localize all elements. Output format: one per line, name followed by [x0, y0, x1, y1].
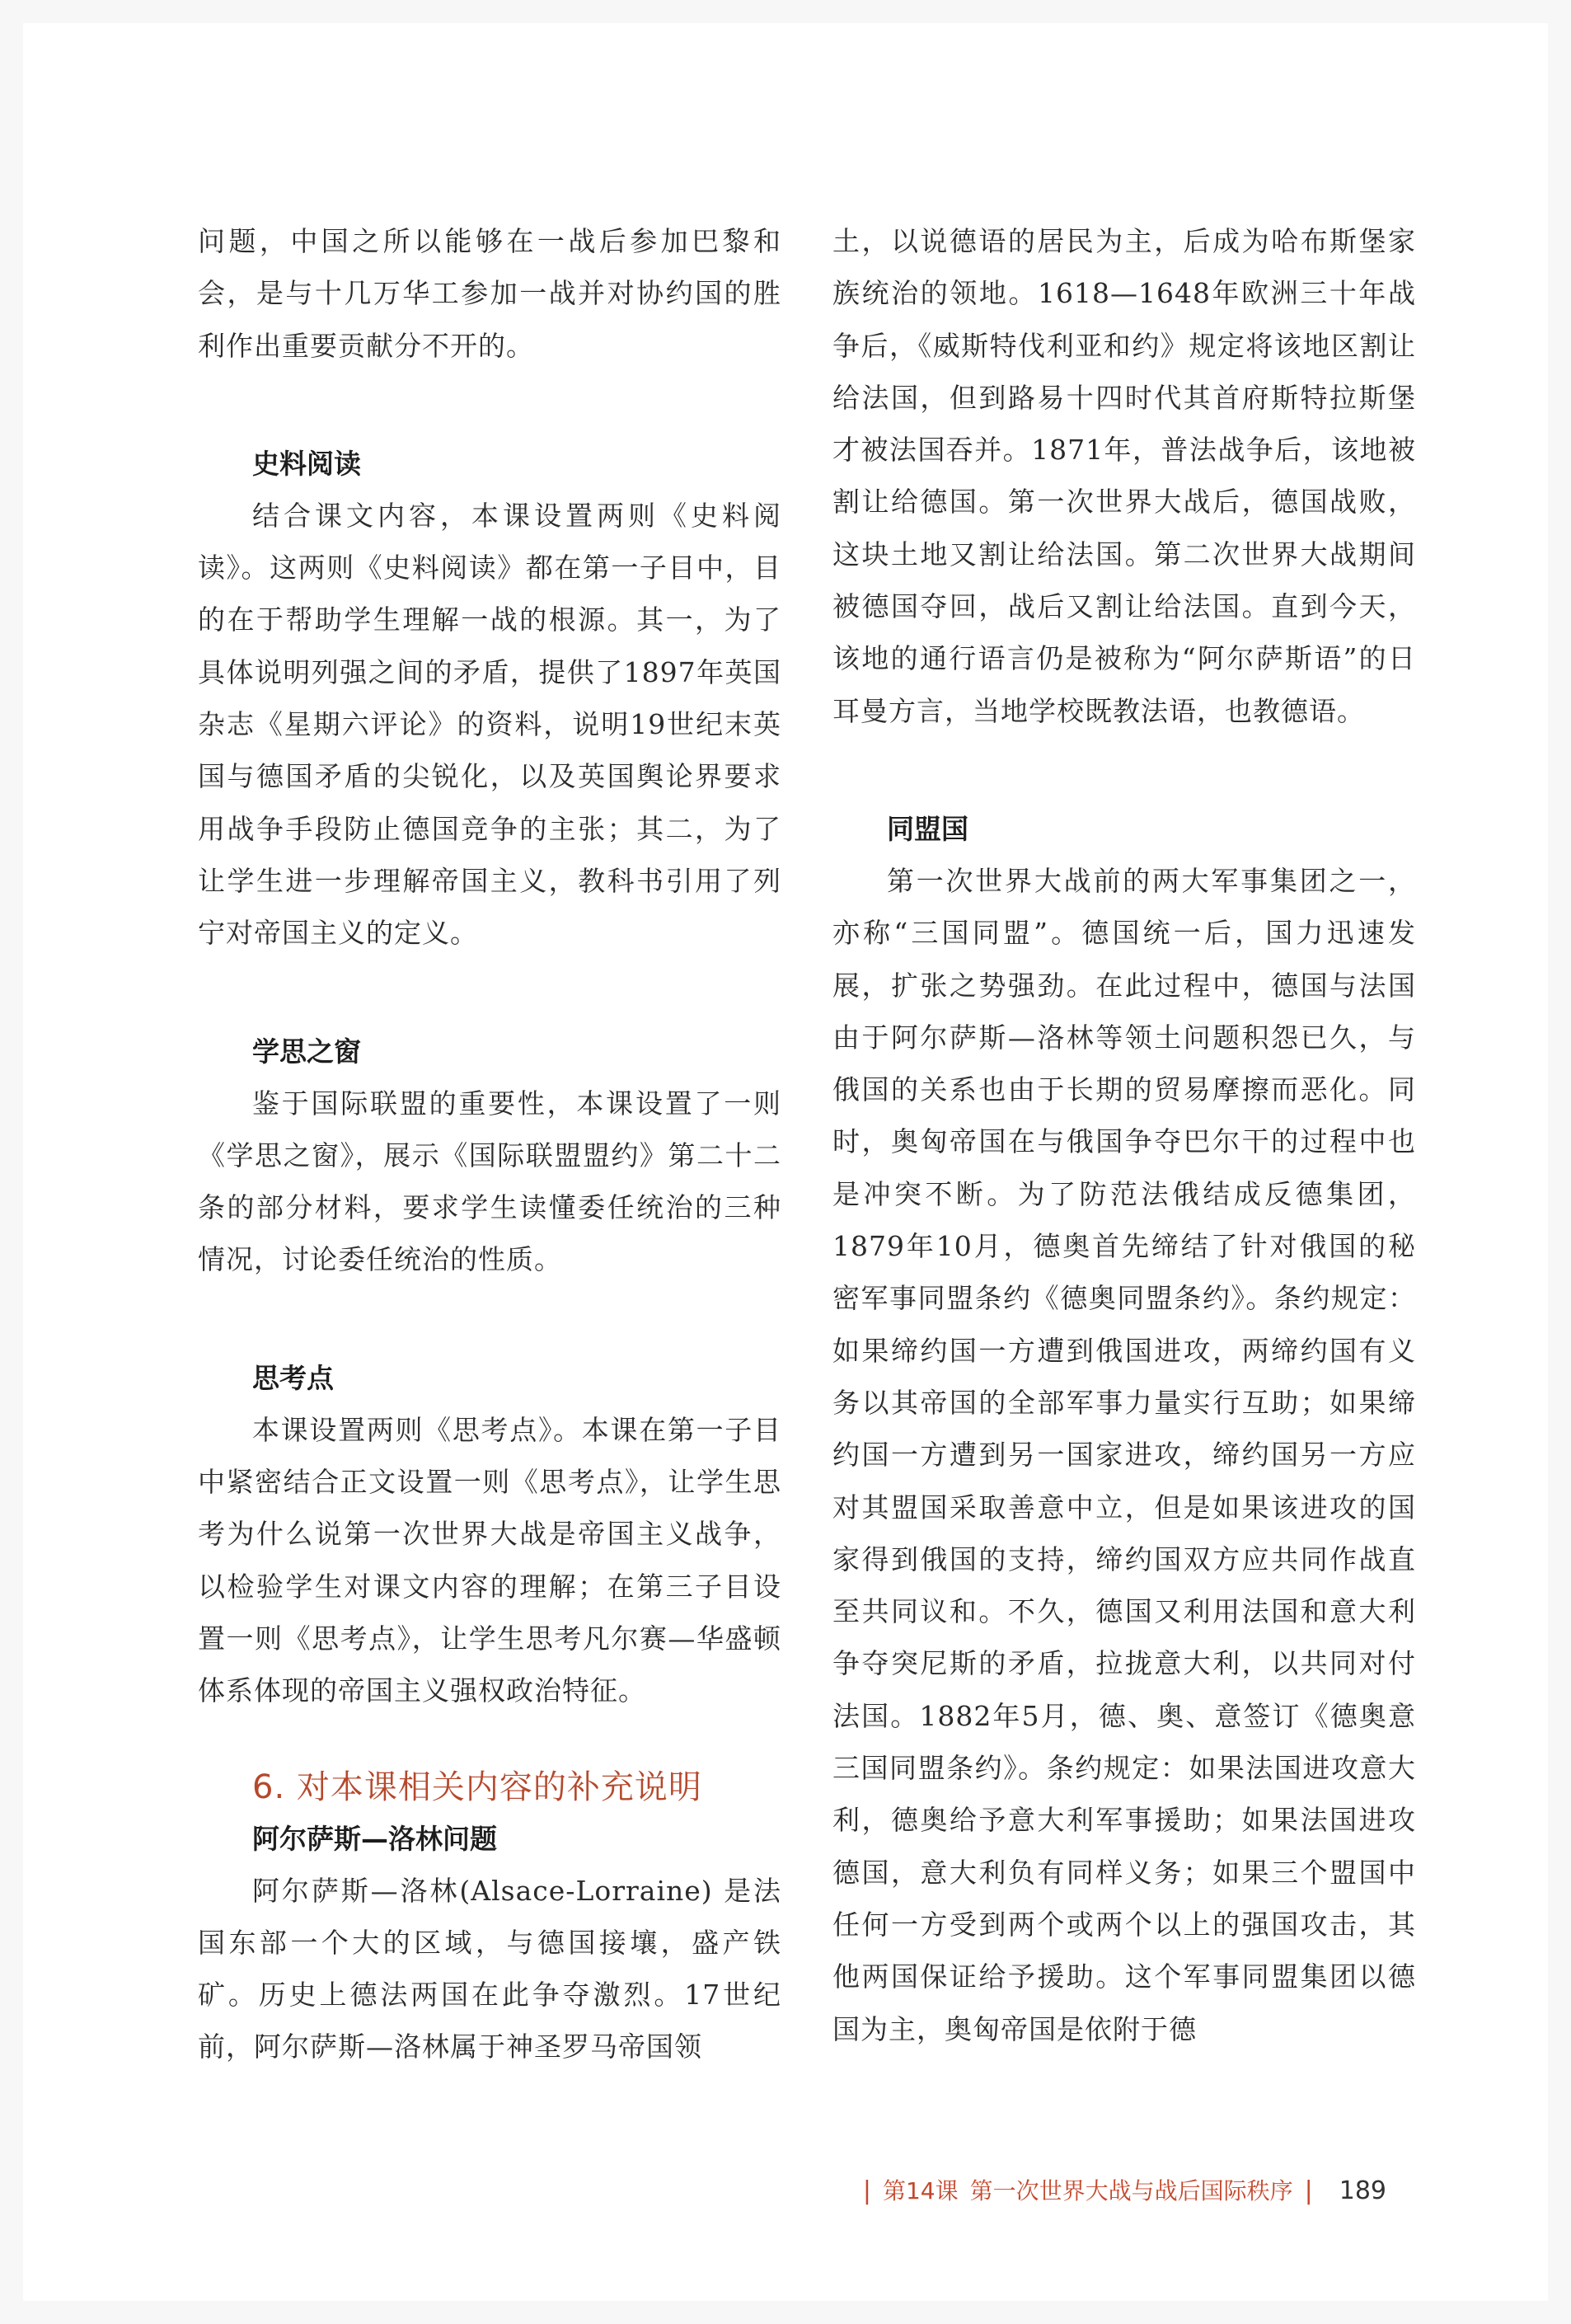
paragraph-alsace-lorraine: 阿尔萨斯—洛林(Alsace-Lorraine) 是法国东部一个大的区域，与德国接壤，盛产铁矿。历史上德法两国在此争夺激烈。17世纪前，阿尔萨斯—洛林属于神圣罗马帝国领 [198, 1874, 781, 2063]
heading-thinking-points: 思考点 [252, 1361, 334, 1394]
paragraph-central-powers: 第一次世界大战前的两大军事集团之一，亦称“三国同盟”。德国统一后，国力迅速发展，扩张之势强劲。在此过程中，德国与法国由于阿尔萨斯—洛林等领土问题积怨已久，与俄国的关系也由于长期的贸易摩擦而恶化。同时，奥匈帝国在与俄国争夺巴尔干的过程中也是冲突不断。为了防范法俄结成反德集团，1879年10月，德奥首先缔结了针对俄国的秘密军事同盟条约《德奥同盟条约》。条约规定：如果缔约国一方遭到俄国进攻，两缔约国有义务以其帝国的全部军事力量实行互助；如果缔约国一方遭到另一国家进攻，缔约国另一方应对其盟国采取善意中立，但是如果该进攻的国家得到俄国的支持，缔约国双方应共同作战直至共同议和。不久，德国又利用法国和意大利争夺突尼斯的矛盾，拉拢意大利，以共同对付法国。1882年5月，德、奥、意签订《德奥意三国同盟条约》。条约规定：如果法国进攻意大利，德奥给予意大利军事援助；如果法国进攻德国，意大利负有同样义务；如果三个盟国中任何一方受到两个或两个以上的强国攻击，其他两国保证给予援助。这个军事同盟集团以德国为主，奥匈帝国是依附于德 [832, 864, 1416, 2045]
paragraph-alsace-lorraine-continued: 土，以说德语的居民为主，后成为哈布斯堡家族统治的领地。1618—1648年欧洲三十年战争后，《威斯特伐利亚和约》规定将该地区割让给法国，但到路易十四时代其首府斯特拉斯堡才被法国吞并。1871年，普法战争后，该地被割让给德国。第一次世界大战后，德国战败，这块土地又割让给法国。第二次世界大战期间被德国夺回，战后又割让给法国。直到今天，该地的通行语言仍是被称为“阿尔萨斯语”的日耳曼方言，当地学校既教法语，也教德语。 [832, 225, 1416, 727]
page-number: 189 [1339, 2176, 1386, 2205]
paragraph-intro-continued: 问题，中国之所以能够在一战后参加巴黎和会，是与十几万华工参加一战并对协约国的胜利作出重要贡献分不开的。 [198, 225, 781, 362]
paragraph-historical-sources: 结合课文内容，本课设置两则《史料阅读》。这两则《史料阅读》都在第一子目中，目的在于帮助学生理解一战的根源。其一，为了具体说明列强之间的矛盾，提供了1897年英国杂志《星期六评论》的资料，说明19世纪末英国与德国矛盾的尖锐化，以及英国舆论界要求用战争手段防止德国竞争的主张；其二，为了让学生进一步理解帝国主义，教科书引用了列宁对帝国主义的定义。 [198, 499, 781, 950]
page [23, 23, 1548, 2301]
footer-lesson-title: 第一次世界大战与战后国际秩序 [969, 2177, 1293, 2204]
heading-central-powers: 同盟国 [887, 812, 968, 845]
footer-divider-left: | [862, 2176, 871, 2205]
heading-alsace-lorraine: 阿尔萨斯—洛林问题 [252, 1822, 497, 1855]
footer-divider-right: | [1304, 2176, 1313, 2205]
page-footer [863, 2175, 1386, 2208]
right-column [832, 215, 1416, 2055]
left-column [198, 215, 781, 2073]
heading-learning-window: 学思之窗 [252, 1035, 361, 1068]
section-title: 6. 对本课相关内容的补充说明 [252, 1768, 702, 1806]
heading-historical-sources: 史料阅读 [252, 447, 361, 480]
paragraph-thinking-points: 本课设置两则《思考点》。本课在第一子目中紧密结合正文设置一则《思考点》，让学生思考为什么说第一次世界大战是帝国主义战争，以检验学生对课文内容的理解；在第三子目设置一则《思考点》，让学生思考凡尔赛—华盛顿体系体现的帝国主义强权政治特征。 [198, 1413, 781, 1707]
footer-lesson: 第14课 [882, 2177, 959, 2204]
paragraph-learning-window: 鉴于国际联盟的重要性，本课设置了一则《学思之窗》，展示《国际联盟盟约》第二十二条的部分材料，要求学生读懂委任统治的三种情况，讨论委任统治的性质。 [198, 1087, 781, 1276]
